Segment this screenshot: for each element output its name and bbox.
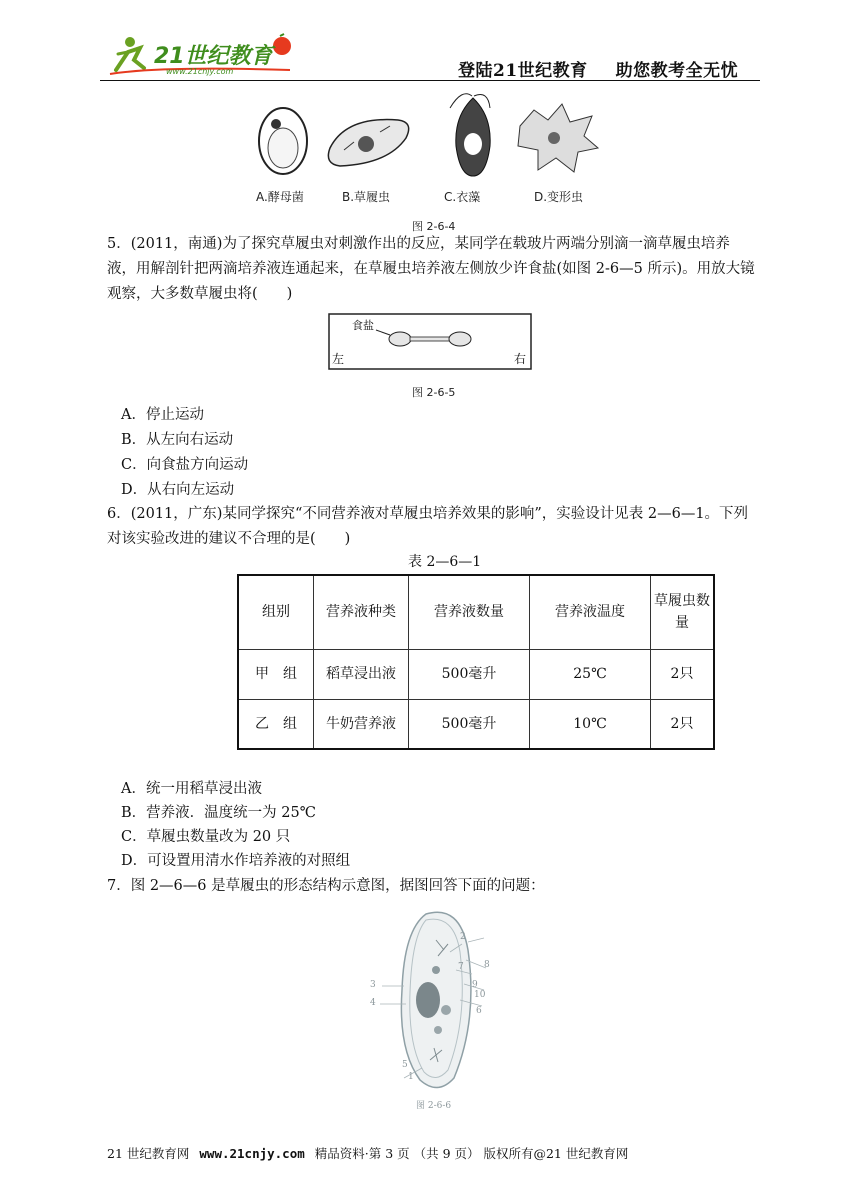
option-d: D．可设置用清水作培养液的对照组: [121, 853, 351, 869]
diagram-number: 1: [408, 1072, 414, 1082]
option-c: C．草履虫数量改为 20 只: [121, 829, 291, 845]
option-b: B．从左向右运动: [121, 432, 234, 448]
table-cell: 稻草浸出液: [314, 649, 409, 699]
question-5-stem: 5．(2011，南通)为了探究草履虫对刺激作出的反应，某同学在载玻片两端分别滴一滴草履虫培养液，用解剖针把两滴培养液连通起来，在草履虫培养液左侧放少许食盐(如图 2-6—5 所示)。用放大镜观察，大多数草履虫将( ): [107, 236, 755, 302]
footer-url[interactable]: www.21cnjy.com: [199, 1146, 305, 1161]
table-row: [238, 649, 714, 699]
figure-2-6-6: [368, 900, 498, 1115]
table-cell: 2只: [651, 699, 715, 749]
chlamydomonas-drawing: [450, 94, 490, 176]
diagram-number: 8: [484, 960, 490, 970]
label-chlamydomonas: C.衣藻: [444, 190, 481, 204]
experiment-table: [237, 574, 715, 750]
option-d: D．从右向左运动: [121, 482, 235, 498]
diagram-number: 5: [402, 1060, 408, 1070]
figure-caption: 图 2-6-6: [416, 1101, 452, 1111]
table-cell: 10℃: [530, 699, 651, 749]
label-amoeba: D.变形虫: [534, 190, 584, 204]
figure-2-6-4: [248, 86, 618, 211]
table-header-cell: 营养液种类: [314, 575, 409, 649]
table-header-cell: 组别: [238, 575, 314, 649]
yeast-drawing: [259, 108, 307, 174]
option-a: A．停止运动: [121, 407, 204, 423]
header-divider: [100, 80, 760, 81]
logo-text: 21世纪教育: [154, 44, 273, 69]
option-b: B．营养液．温度统一为 25℃: [121, 805, 316, 821]
slogan-right: 助您教考全无忧: [615, 61, 739, 81]
diagram-number: 3: [370, 980, 376, 990]
diagram-number: 2: [460, 932, 466, 942]
table-cell: 甲 组: [238, 649, 314, 699]
microorganisms-illustration: [248, 86, 618, 186]
figure-caption: 图 2-6-4: [412, 220, 456, 233]
table-cell: 乙 组: [238, 699, 314, 749]
option-c: C．向食盐方向运动: [121, 457, 249, 473]
paramecium-drawing: [328, 120, 408, 166]
diagram-number: 9: [472, 980, 478, 990]
label-paramecium: B.草履虫: [342, 190, 391, 204]
figure-2-6-5: [328, 313, 532, 370]
footer-site: 21 世纪教育网: [107, 1146, 190, 1161]
option-a: A．统一用稻草浸出液: [121, 781, 262, 797]
amoeba-drawing: [518, 104, 598, 172]
label-salt: 食盐: [352, 319, 374, 332]
logo-url: www.21cnjy.com: [166, 67, 234, 76]
table-cell: 牛奶营养液: [314, 699, 409, 749]
figure-caption: 图 2-6-5: [412, 386, 456, 399]
diagram-number: 6: [476, 1006, 482, 1016]
diagram-number: 4: [370, 998, 376, 1008]
question-7-stem: 7．图 2—6—6 是草履虫的形态结构示意图，据图回答下面的问题：: [107, 878, 545, 894]
diagram-number: 7: [458, 962, 464, 972]
footer-page-info: 精品资料·第 3 页 （共 9 页） 版权所有@21 世纪教育网: [314, 1146, 629, 1161]
table-header-row: [238, 575, 714, 649]
table-cell: 500毫升: [409, 649, 530, 699]
header-slogan: [458, 56, 738, 81]
diagram-number: 10: [474, 990, 486, 1000]
slogan-left: 登陆21世纪教育: [458, 61, 588, 81]
table-title: 表 2—6—1: [408, 554, 482, 570]
paramecium-structure-diagram: [368, 900, 498, 1100]
table-cell: 500毫升: [409, 699, 530, 749]
table-header-cell: 营养液数量: [409, 575, 530, 649]
question-6-stem: 6．(2011，广东)某同学探究“不同营养液对草履虫培养效果的影响”，实验设计见表 2—6—1。下列对该实验改进的建议不合理的是( ): [107, 506, 749, 547]
table-header-cell: 草履虫数量: [651, 575, 715, 649]
table-cell: 25℃: [530, 649, 651, 699]
page-footer: [107, 1144, 628, 1162]
table-header-cell: 营养液温度: [530, 575, 651, 649]
label-yeast: A.酵母菌: [256, 190, 304, 204]
label-right: 右: [514, 352, 527, 366]
site-logo[interactable]: [100, 30, 320, 82]
table-row: [238, 699, 714, 749]
table-cell: 2只: [651, 649, 715, 699]
label-left: 左: [332, 352, 345, 366]
